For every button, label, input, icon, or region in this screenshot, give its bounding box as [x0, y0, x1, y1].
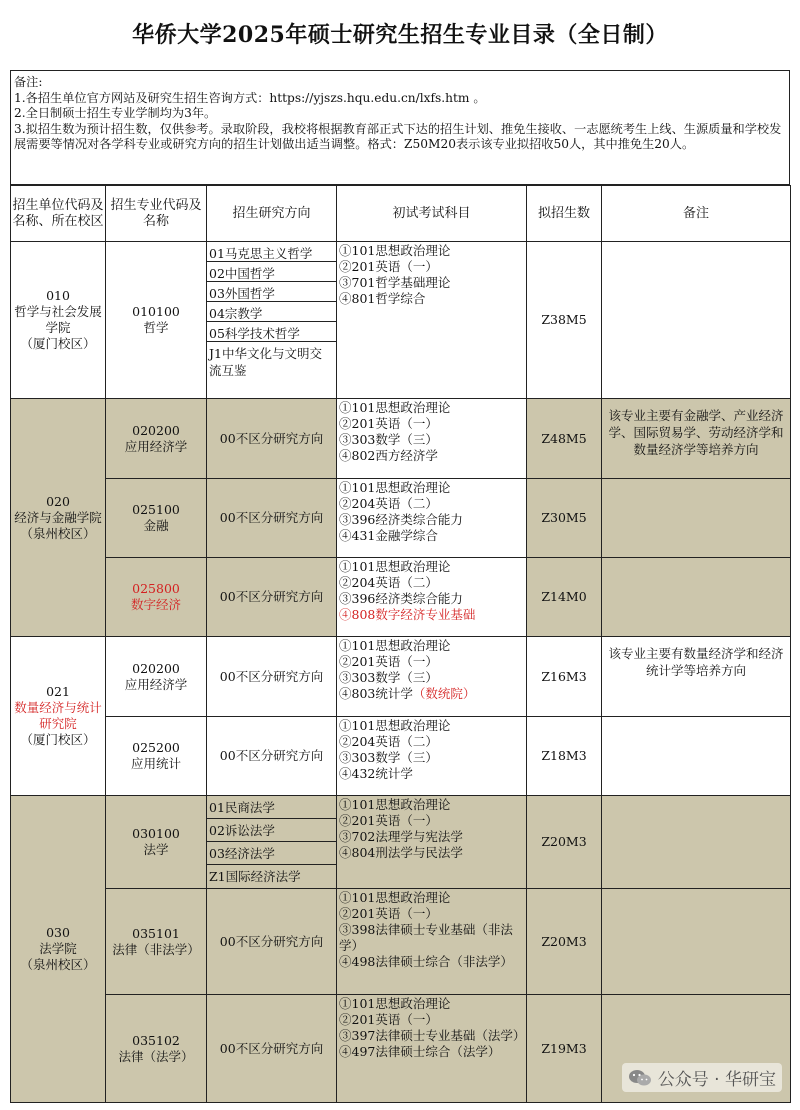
direction-cell: 00不区分研究方向 — [207, 558, 337, 637]
direction-list — [207, 796, 337, 889]
remark-cell — [602, 242, 791, 399]
header-exam: 初试考试科目 — [337, 186, 527, 242]
exam-item: ③396经济类综合能力 — [339, 512, 463, 527]
remark-cell — [602, 479, 791, 558]
exam-cell — [337, 995, 527, 1103]
major-cell — [106, 558, 207, 637]
exam-item: ②201英语（一） — [339, 1012, 438, 1027]
exam-item: ①101思想政治理论 — [339, 718, 451, 733]
major-code: 025200 — [132, 740, 180, 755]
unit-name: 法学院 — [39, 941, 77, 956]
note-line-1: 1.各招生单位官方网站及研究生招生咨询方式：https://yjszs.hqu.edu.cn/lxfs.htm 。 — [14, 90, 486, 105]
note-line-3: 3.拟招生数为预计招生数，仅供参考。录取阶段，我校将根据教育部正式下达的招生计划、推免生接收、一志愿统考生上线、生源质量和学校发展需要等情况对各学科专业或研究方向的招生计划做出适当调整。格式：Z50M20表示该专业拟招收50人，其中推免生20人。 — [14, 121, 782, 151]
header-direction: 招生研究方向 — [207, 186, 337, 242]
direction-cell: 00不区分研究方向 — [207, 479, 337, 558]
major-code: 010100 — [132, 304, 180, 319]
unit-code: 010 — [46, 288, 70, 303]
major-code: 025800 — [132, 581, 180, 596]
major-name: 应用经济学 — [124, 438, 188, 454]
exam-item: ③398法律硕士专业基础（非法学） — [339, 922, 513, 953]
quota-cell: Z38M5 — [527, 242, 602, 399]
table-row — [11, 637, 791, 717]
exam-item: ④801哲学综合 — [339, 291, 426, 306]
exam-item: ③303数学（三） — [339, 432, 438, 447]
exam-cell — [337, 796, 527, 889]
major-code: 035101 — [132, 925, 180, 941]
remark-cell: 该专业主要有金融学、产业经济学、国际贸易学、劳动经济学和数量经济学等培养方向 — [602, 399, 791, 479]
major-cell — [106, 995, 207, 1103]
exam-item: ③701哲学基础理论 — [339, 275, 451, 290]
unit-code: 030 — [46, 925, 70, 940]
remark-cell — [602, 796, 791, 889]
direction-cell: 00不区分研究方向 — [207, 717, 337, 796]
exam-item: ③303数学（三） — [339, 670, 438, 685]
table-row — [11, 889, 791, 995]
major-code: 035102 — [132, 1032, 180, 1048]
table-row — [11, 717, 791, 796]
exam-item: ②201英语（一） — [339, 654, 438, 669]
unit-code: 021 — [46, 684, 70, 699]
unit-name: 数量经济与统计研究院 — [14, 700, 102, 731]
major-cell — [106, 717, 207, 796]
exam-item: ②201英语（一） — [339, 416, 438, 431]
header-major: 招生专业代码及名称 — [106, 186, 207, 242]
direction-item: Z1国际经济法学 — [209, 869, 301, 884]
exam-item: ③396经济类综合能力 — [339, 591, 463, 606]
direction-cell: 00不区分研究方向 — [207, 889, 337, 995]
header-unit: 招生单位代码及名称、所在校区 — [11, 186, 106, 242]
note-line-2: 2.全日制硕士招生专业学制均为3年。 — [14, 106, 217, 120]
exam-cell — [337, 399, 527, 479]
exam-item: ③702法理学与宪法学 — [339, 829, 463, 844]
quota-cell: Z20M3 — [527, 796, 602, 889]
exam-item: ③303数学（三） — [339, 750, 438, 765]
major-cell — [106, 637, 207, 717]
remark-cell — [602, 558, 791, 637]
major-code: 020200 — [132, 660, 180, 676]
major-name: 应用经济学 — [124, 676, 188, 692]
unit-campus: （泉州校区） — [20, 525, 96, 541]
header-row — [11, 186, 791, 242]
exam-item: ②201英语（一） — [339, 813, 438, 828]
exam-item: ④431金融学综合 — [339, 528, 438, 543]
unit-name: 经济与金融学院 — [14, 509, 102, 525]
table-row — [11, 796, 791, 889]
table-row — [11, 558, 791, 637]
direction-cell: 00不区分研究方向 — [207, 399, 337, 479]
table-row — [11, 242, 791, 399]
header-quota: 拟招生数 — [527, 186, 602, 242]
major-cell — [106, 479, 207, 558]
direction-item: 02诉讼法学 — [207, 819, 336, 842]
quota-cell: Z48M5 — [527, 399, 602, 479]
exam-cell — [337, 558, 527, 637]
major-code: 020200 — [132, 422, 180, 438]
catalog-table — [10, 185, 791, 1103]
direction-item: 02中国哲学 — [207, 262, 336, 282]
quota-cell: Z18M3 — [527, 717, 602, 796]
watermark — [622, 1063, 782, 1092]
direction-item: 04宗教学 — [207, 302, 336, 322]
exam-item — [339, 686, 524, 702]
major-cell — [106, 399, 207, 479]
exam-item: ①101思想政治理论 — [339, 400, 451, 415]
exam-item-text: ④803统计学 — [339, 686, 413, 701]
major-code: 030100 — [132, 826, 180, 841]
unit-cell-021 — [11, 637, 106, 796]
major-cell — [106, 889, 207, 995]
exam-item: ④432统计学 — [339, 766, 413, 781]
exam-item: ②201英语（一） — [339, 259, 438, 274]
major-name: 金融 — [143, 518, 169, 533]
major-name: 法律（非法学） — [112, 941, 200, 957]
remark-cell: 该专业主要有数量经济学和经济统计学等培养方向 — [602, 637, 791, 717]
exam-cell — [337, 889, 527, 995]
exam-cell — [337, 637, 527, 717]
major-cell — [106, 242, 207, 399]
major-code: 025100 — [132, 502, 180, 517]
notes-box — [10, 70, 790, 185]
direction-list — [207, 242, 337, 399]
direction-item: 05科学技术哲学 — [207, 322, 336, 342]
exam-item: ①101思想政治理论 — [339, 890, 451, 905]
remark-cell — [602, 889, 791, 995]
exam-item: ③397法律硕士专业基础（法学） — [339, 1028, 526, 1043]
table-row — [11, 479, 791, 558]
quota-cell: Z14M0 — [527, 558, 602, 637]
quota-cell: Z20M3 — [527, 889, 602, 995]
exam-item: ②204英语（二） — [339, 734, 438, 749]
unit-campus: （厦门校区） — [20, 336, 96, 351]
major-name: 哲学 — [143, 320, 169, 335]
unit-name: 哲学与社会发展学院 — [14, 304, 102, 335]
exam-item: ④804刑法学与民法学 — [339, 845, 463, 860]
exam-item: ①101思想政治理论 — [339, 480, 451, 495]
exam-item: ②201英语（一） — [339, 906, 438, 921]
unit-campus: （泉州校区） — [20, 957, 96, 972]
header-remark: 备注 — [602, 186, 791, 242]
catalog-page — [10, 0, 790, 1103]
major-name: 法学 — [143, 842, 169, 857]
quota-cell: Z16M3 — [527, 637, 602, 717]
major-name: 数字经济 — [130, 597, 181, 612]
major-cell — [106, 796, 207, 889]
exam-item: ②204英语（二） — [339, 575, 438, 590]
quota-cell: Z30M5 — [527, 479, 602, 558]
major-name: 应用统计 — [130, 756, 181, 771]
exam-item: ①101思想政治理论 — [339, 996, 451, 1011]
unit-code: 020 — [46, 493, 70, 509]
exam-item: ①101思想政治理论 — [339, 243, 451, 258]
exam-cell — [337, 479, 527, 558]
direction-item: 03外国哲学 — [207, 282, 336, 302]
remark-cell — [602, 717, 791, 796]
exam-item: ①101思想政治理论 — [339, 638, 451, 653]
exam-cell — [337, 717, 527, 796]
major-name: 法律（法学） — [118, 1048, 194, 1064]
exam-item: ④802西方经济学 — [339, 448, 438, 463]
unit-cell-010 — [11, 242, 106, 399]
quota-cell: Z19M3 — [527, 995, 602, 1103]
direction-cell: 00不区分研究方向 — [207, 995, 337, 1103]
direction-cell: 00不区分研究方向 — [207, 637, 337, 717]
exam-cell — [337, 242, 527, 399]
exam-item: ①101思想政治理论 — [339, 559, 451, 574]
table-row — [11, 399, 791, 479]
unit-campus: （厦门校区） — [20, 732, 96, 747]
direction-item: 01马克思主义哲学 — [207, 242, 336, 262]
unit-cell-030 — [11, 796, 106, 1103]
exam-item: ④497法律硕士综合（法学） — [339, 1044, 501, 1059]
wechat-icon — [628, 1069, 652, 1087]
exam-item: ④498法律硕士综合（非法学） — [339, 954, 513, 969]
direction-item: 01民商法学 — [207, 796, 336, 819]
watermark-text: 公众号 · 华研宝 — [657, 1070, 776, 1090]
exam-item: ②204英语（二） — [339, 496, 438, 511]
notes-label: 备注: — [14, 75, 43, 89]
exam-note: （数统院） — [412, 686, 476, 701]
page-title: 华侨大学2025年硕士研究生招生专业目录（全日制） — [132, 22, 668, 48]
exam-item: ①101思想政治理论 — [339, 797, 451, 812]
direction-item: 03经济法学 — [207, 842, 336, 865]
unit-cell-020 — [11, 399, 106, 637]
exam-item: ④808数字经济专业基础 — [339, 607, 476, 622]
direction-item: J1中华文化与文明交流互鉴 — [209, 346, 322, 378]
